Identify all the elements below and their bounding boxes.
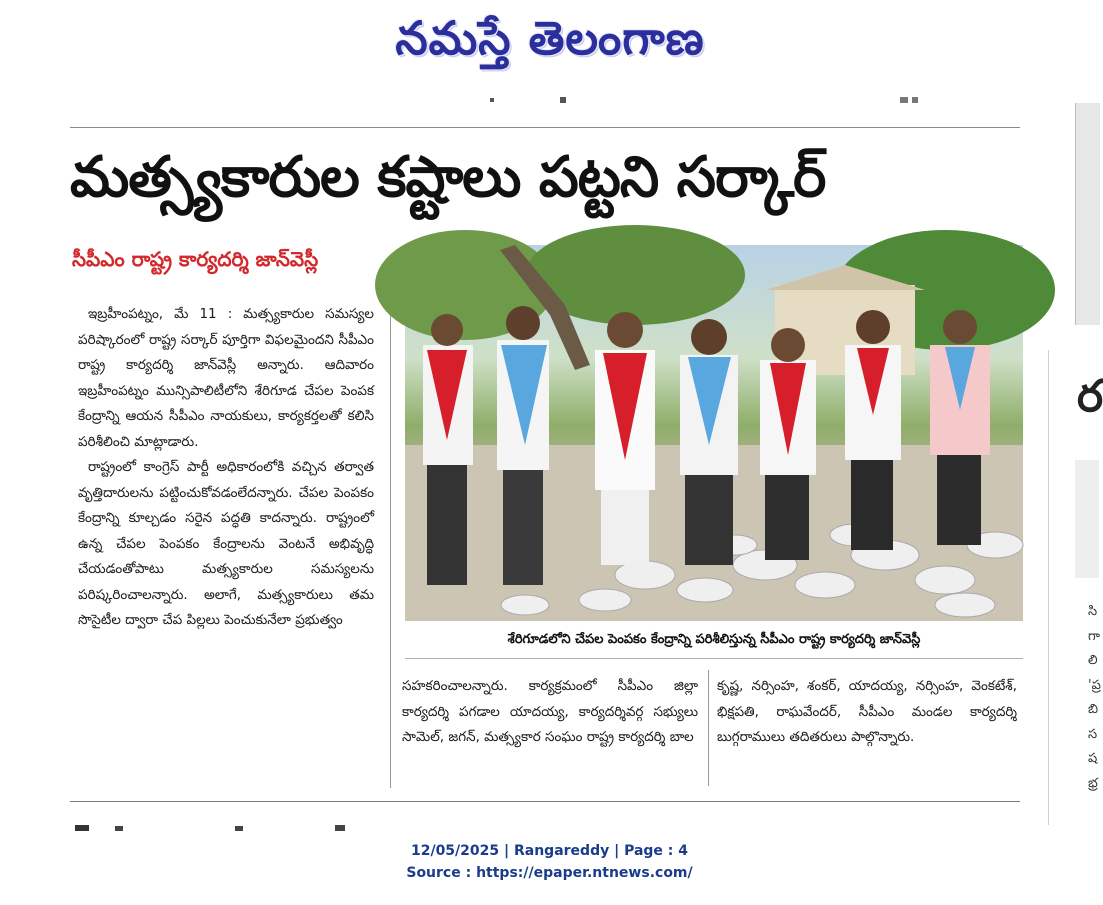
- article-column-middle: సహకరించాలన్నారు. కార్యక్రమంలో సీపీఎం జిల్లా కార్యదర్శి పగడాల యాదయ్య, కార్యదర్శివర్గ సభ్యులు సామెల్, జగన్, మత్స్యకార సంఘం రాష్ట్ర కార్యదర్శి బాల: [402, 678, 698, 745]
- article-paragraph: ఇబ్రహీంపట్నం, మే 11 : మత్స్యకారుల సమస్యల పరిష్కారంలో రాష్ట్ర సర్కార్ పూర్తిగా విఫలమైందని సీపీఎం రాష్ట్ర కార్యదర్శి జాన్‌వెస్లీ అన్నారు. ఆదివారం ఇబ్రహీంపట్నం మున్సిపాలిటీలోని శేరిగూడ చేపల పెంపక కేంద్రాన్ని ఆయన సీపీఎం నాయకులు, కార్యకర్తలతో కలిసి పరిశీలించి మాట్లాడారు.: [78, 306, 374, 450]
- article-subhead: సీపీఎం రాష్ట్ర కార్యదర్శి జాన్‌వెస్లీ: [72, 247, 319, 271]
- article-paragraph: రాష్ట్రంలో కాంగ్రెస్ పార్టీ అధికారంలోకి వచ్చిన తర్వాత వృత్తిదారులను పట్టించుకోవడంలేదన్నారు. చేపల పెంపకం కేంద్రాన్ని కూల్చడం సరైన పద్ధతి కాదన్నారు. రాష్ట్రంలో ఉన్న చేపల పెంపకం కేంద్రాలను వెంటనే అభివృద్ధి చేయడంతోపాటు మత్స్యకారుల సమస్యలను పరిష్కరించాలన్నారు. అలాగే, మత్స్యకారులు తమ సొసైటీల ద్వారా చేప పిల్లలు పెంచుకునేలా ప్రభుత్వం: [78, 459, 374, 628]
- column-divider: [390, 300, 391, 788]
- photo-caption: శేరిగూడలోని చేపల పెంపకం కేంద్రాన్ని పరిశీలిస్తున్న సీపీఎం రాష్ట్ర కార్యదర్శి జాన్‌వెస్లీ: [507, 632, 921, 647]
- article-bottom-rule: [70, 801, 1020, 802]
- adjacent-article-box: [1075, 460, 1099, 578]
- news-photo: [405, 245, 1023, 621]
- article-headline: మత్స్యకారుల కష్టాలు పట్టని సర్కార్: [70, 145, 826, 210]
- next-article-stub: [75, 818, 375, 828]
- adjacent-article-text: సి గా లి 'ప్ర బి స ష భ్ర: [1088, 604, 1101, 791]
- footer-source-link[interactable]: Source : https://epaper.ntnews.com/: [406, 865, 693, 881]
- epaper-footer: [0, 840, 1099, 884]
- article-column-right: కృష్ణ, నర్సింహ, శంకర్, యాదయ్య, నర్సింహ, వెంకటేశ్, భిక్షపతి, రాఘవేందర్, సీపీఎం మండల కార్యదర్శి బుగ్గరాములు తదితరులు పాల్గొన్నారు.: [717, 678, 1017, 745]
- footer-date-edition: 12/05/2025 | Rangareddy | Page : 4: [410, 843, 689, 859]
- previous-article-stub: [490, 95, 930, 105]
- adjacent-article-letter: ర: [1077, 371, 1103, 422]
- article-column-left: [78, 302, 374, 772]
- page-edge-divider: [1048, 350, 1049, 825]
- adjacent-article-image: [1075, 103, 1100, 325]
- caption-rule: [405, 658, 1023, 659]
- newspaper-masthead: నమస్తే తెలంగాణ: [395, 11, 705, 65]
- header-rule: [70, 127, 1020, 128]
- column-divider: [708, 670, 709, 786]
